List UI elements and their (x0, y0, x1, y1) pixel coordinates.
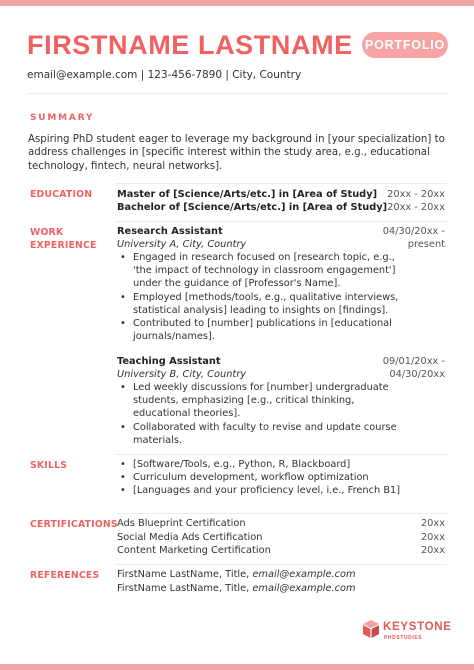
job-date-line: 04/30/20xx - (382, 226, 445, 237)
job-bullet: • Engaged in research focused on [research topic, e.g., 'the impact of technology in classroom engagement'] under the guidance of [Professor's Name]. (133, 251, 398, 291)
header-divider (27, 93, 447, 94)
education-degree: Master of [Science/Arts/etc.] in [Area of Study] (117, 189, 378, 200)
job-date-line: present (407, 239, 445, 251)
certifications-divider (116, 513, 447, 514)
experience-label-line: WORK (30, 227, 64, 238)
skill-item: • [Languages and your proficiency level, i.e., French B1] (133, 484, 400, 497)
experience-divider (116, 221, 447, 222)
experience-label-line: EXPERIENCE (30, 240, 97, 251)
certification-date: 20xx (420, 518, 445, 529)
job-bullets (117, 381, 397, 447)
skills-list (117, 458, 400, 498)
summary-heading: SUMMARY (30, 113, 95, 123)
job-title: Teaching Assistant (117, 356, 221, 367)
education-divider (116, 183, 447, 184)
certification-date: 20xx (420, 545, 445, 556)
certifications-label: CERTIFICATIONS (30, 519, 118, 530)
references-label: REFERENCES (30, 570, 100, 581)
job-title: Research Assistant (117, 226, 223, 237)
certification-date: 20xx (420, 532, 445, 543)
certification-name: Social Media Ads Certification (117, 532, 263, 543)
skill-item: • Curriculum development, workflow optimization (133, 471, 400, 484)
top-accent-band (0, 0, 474, 6)
job-date-line: 04/30/20xx (389, 369, 445, 381)
reference-name: FirstName LastName, Title, (117, 583, 253, 594)
logo-wordmark: KEYSTONE (383, 621, 452, 633)
job-date-line: 09/01/20xx - (382, 356, 445, 367)
job-bullet: • Employed [methods/tools, e.g., qualitative interviews, statistical analysis] leading to insights on [findings]. (133, 291, 398, 317)
education-label: EDUCATION (30, 189, 93, 200)
job-bullet: • Led weekly discussions for [number] undergraduate students, emphasizing [e.g., critical thinking, educational theories]. (133, 381, 397, 421)
reference-email[interactable]: email@example.com (252, 569, 356, 580)
job-bullet: • Collaborated with faculty to revise and update course materials. (133, 421, 397, 447)
job-place: University A, City, Country (117, 239, 247, 250)
education-date: 20xx - 20xx (387, 189, 445, 200)
certification-name: Content Marketing Certification (117, 545, 271, 556)
candidate-name: FIRSTNAME LASTNAME (27, 30, 353, 60)
job-bullets (117, 251, 398, 343)
keystone-logo-icon (363, 620, 379, 638)
summary-text: Aspiring PhD student eager to leverage my background in [your specialization] to address challenges in [specific interest within the study area, e.g., educational technology, fintech, neural networks]. (28, 134, 445, 172)
skills-label: SKILLS (30, 460, 68, 471)
education-date: 20xx - 20xx (387, 202, 445, 213)
job-place: University B, City, Country (117, 369, 247, 380)
job-date (383, 225, 445, 251)
experience-label (30, 226, 97, 252)
contact-line: email@example.com | 123-456-7890 | City, Country (27, 69, 302, 81)
job-bullet: • Contributed to [number] publications in [educational journals/names]. (133, 317, 398, 343)
skills-divider (116, 454, 447, 455)
reference-item (117, 568, 356, 581)
education-degree: Bachelor of [Science/Arts/etc.] in [Area of Study] (117, 202, 388, 213)
reference-email[interactable]: email@example.com (252, 583, 356, 594)
reference-item (117, 582, 356, 595)
job-date (383, 355, 445, 381)
reference-name: FirstName LastName, Title, (117, 569, 253, 580)
skill-item: • [Software/Tools, e.g., Python, R, Blackboard] (133, 458, 400, 471)
certification-name: Ads Blueprint Certification (117, 518, 246, 529)
logo-subtitle: PHDSTUDIES (384, 635, 423, 641)
bottom-accent-band (0, 664, 474, 670)
portfolio-badge[interactable]: PORTFOLIO (362, 32, 448, 58)
references-divider (116, 564, 447, 565)
